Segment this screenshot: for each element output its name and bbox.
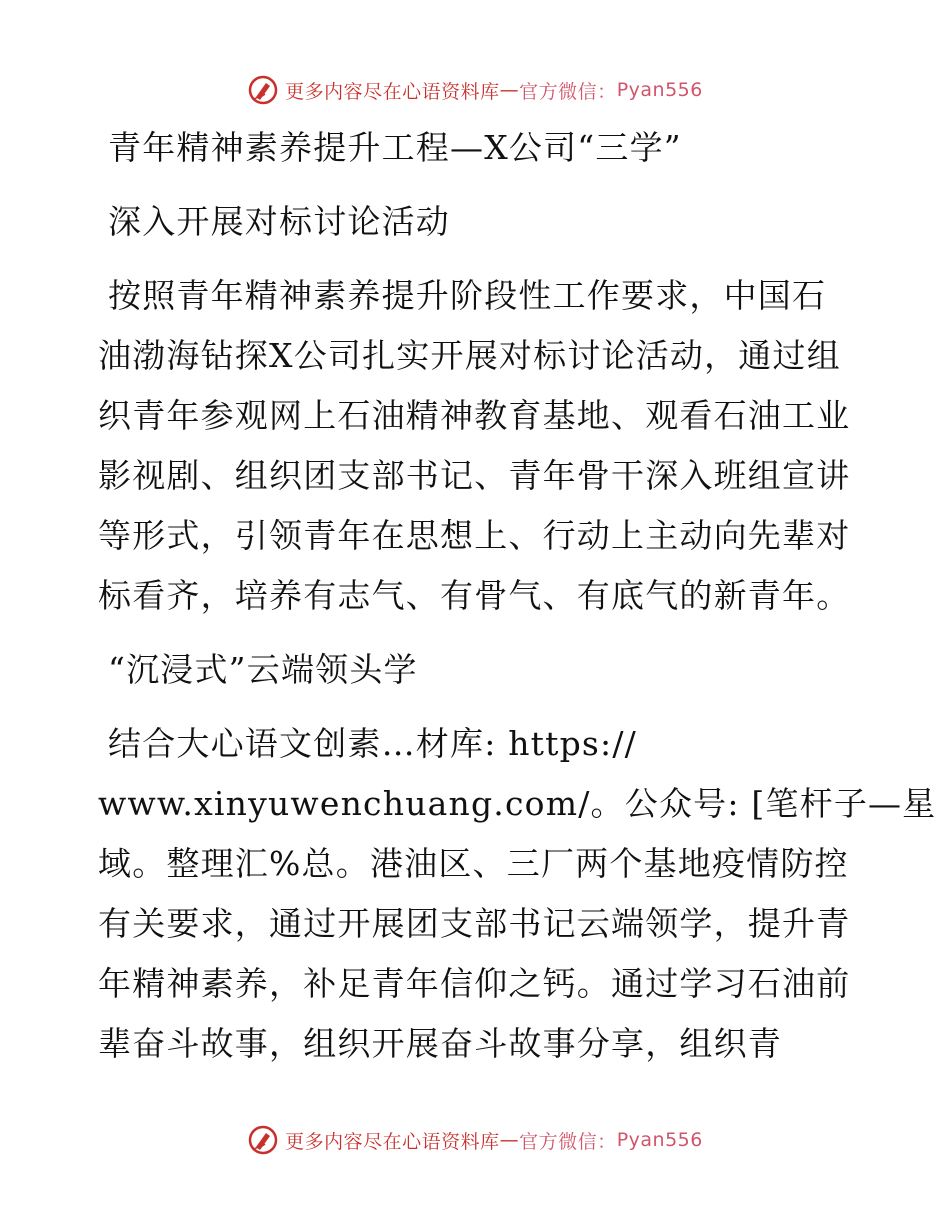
paragraph-line: 有关要求，通过开展团支部书记云端领学，提升青	[98, 904, 851, 943]
paragraph-line: 油渤海钻探X公司扎实开展对标讨论活动，通过组	[98, 336, 841, 375]
watermark-dash: —	[499, 1129, 520, 1151]
document-title-line-1: 青年精神素养提升工程—X公司“三学”	[108, 128, 682, 167]
watermark-main-text: 更多内容尽在心语资料库	[285, 80, 500, 103]
paragraph-line: 域。整理汇%总。港油区、三厂两个基地疫情防控	[98, 844, 849, 883]
watermark-dash: —	[499, 79, 520, 101]
pen-nib-circle-icon	[247, 74, 279, 106]
watermark-main-text: 更多内容尽在心语资料库	[285, 1130, 500, 1153]
paragraph-1	[98, 266, 858, 626]
paragraph-line: 按照青年精神素养提升阶段性工作要求，中国石	[108, 276, 827, 315]
section-subheading: “沉浸式”云端领头学	[108, 650, 418, 689]
paragraph-line: 辈奋斗故事，组织开展奋斗故事分享，组织青	[98, 1024, 782, 1063]
paragraph-line: 织青年参观网上石油精神教育基地、观看石油工业	[98, 396, 851, 435]
header-watermark	[0, 70, 950, 110]
paragraph-line: 等形式，引领青年在思想上、行动上主动向先辈对	[98, 516, 851, 555]
watermark-label: 官方微信：	[519, 1130, 617, 1153]
watermark-label: 官方微信：	[519, 80, 617, 103]
pen-nib-circle-icon	[247, 1124, 279, 1156]
watermark-id: Pyan556	[616, 1129, 703, 1151]
paragraph-line: www.xinyuwenchuang.com/。公众号: [笔杆子—星	[98, 784, 937, 823]
document-body	[98, 118, 937, 1074]
paragraph-line: 年精神素养，补足青年信仰之钙。通过学习石油前	[98, 964, 851, 1003]
paragraph-line: 标看齐，培养有志气、有骨气、有底气的新青年。	[98, 576, 851, 615]
paragraph-2	[98, 714, 937, 1074]
footer-watermark	[0, 1120, 950, 1160]
watermark-id: Pyan556	[616, 79, 703, 101]
paragraph-line: 影视剧、组织团支部书记、青年骨干深入班组宣讲	[98, 456, 851, 495]
document-title-line-2: 深入开展对标讨论活动	[108, 202, 450, 241]
paragraph-line: 结合大心语文创素…材库: https://	[108, 724, 637, 763]
